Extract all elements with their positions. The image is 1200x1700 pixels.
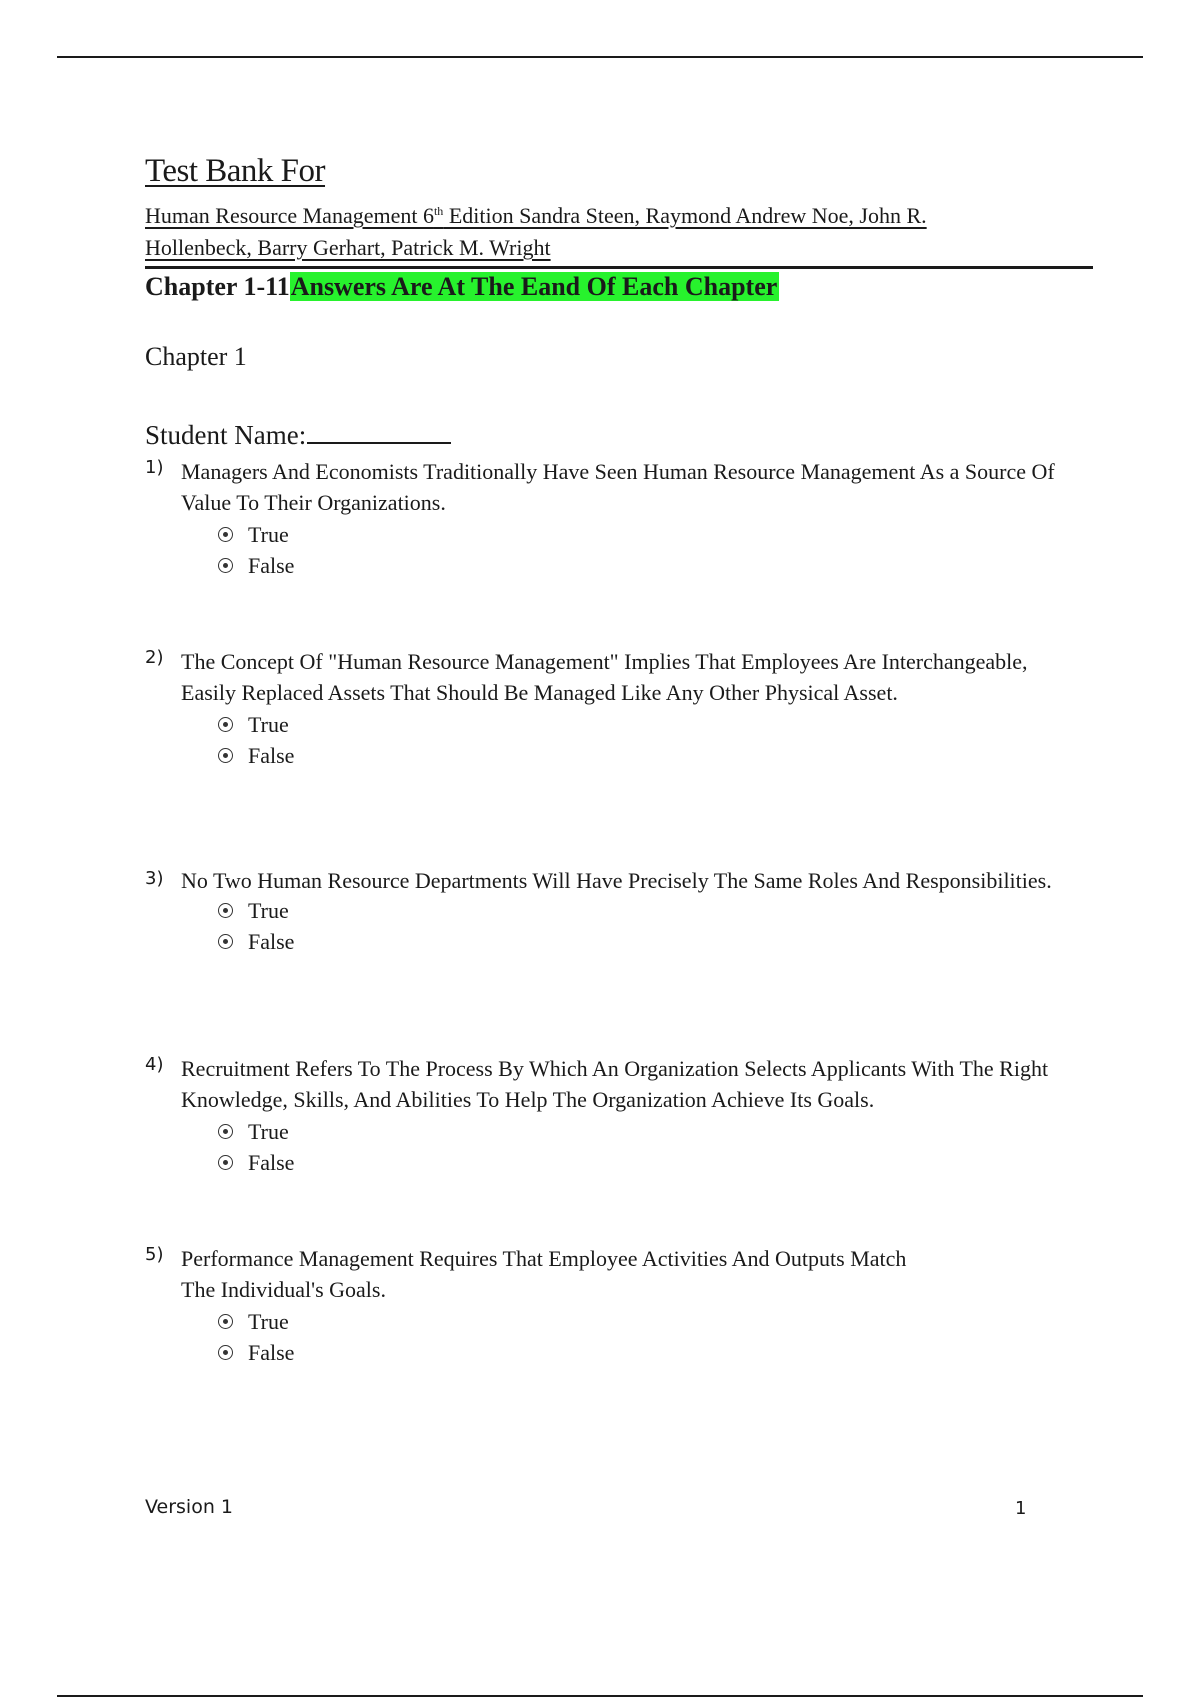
chapter-range-heading [145,270,779,304]
answer-options [218,895,1075,957]
bottom-page-rule [57,1695,1143,1697]
question-2 [145,646,1075,771]
question-text: Recruitment Refers To The Process By Which An Organization Selects Applicants With The Right Knowledge, Skills, And Abilities To Help The Organization Achieve Its Goals. [181,1056,1049,1112]
question-5 [145,1243,945,1368]
chapter-range: Chapter 1-11 [145,272,290,301]
option-false[interactable]: False [218,740,1075,771]
option-false[interactable]: False [218,1147,1085,1178]
student-name-blank[interactable] [307,416,451,444]
citation-line2: Hollenbeck, Barry Gerhart, Patrick M. Wright [145,235,551,260]
radio-icon[interactable] [218,527,233,542]
chapter-label: Chapter 1 [145,342,247,371]
radio-icon[interactable] [218,1314,233,1329]
question-4 [145,1053,1085,1178]
header-divider [145,266,1093,269]
radio-icon[interactable] [218,558,233,573]
question-number: 4) [145,1054,164,1075]
question-text: Performance Management Requires That Employee Activities And Outputs Match The Individual's Goals. [181,1246,907,1302]
document-title: Test Bank For [145,153,326,189]
option-true[interactable]: True [218,709,1075,740]
radio-icon[interactable] [218,903,233,918]
radio-icon[interactable] [218,1124,233,1139]
question-number: 2) [145,647,164,668]
answer-options [218,709,1075,771]
book-citation [145,200,1045,264]
option-false[interactable]: False [218,926,1075,957]
question-number: 3) [145,868,164,889]
option-true[interactable]: True [218,895,1075,926]
question-text: Managers And Economists Traditionally Have Seen Human Resource Management As a Source Of Value To Their Organizations. [181,459,1055,515]
footer-version: Version 1 [145,1496,233,1518]
radio-icon[interactable] [218,717,233,732]
radio-icon[interactable] [218,934,233,949]
question-text: No Two Human Resource Departments Will Have Precisely The Same Roles And Responsibilities. [181,868,1052,893]
option-true[interactable]: True [218,1306,945,1337]
answer-options [218,1116,1085,1178]
option-false[interactable]: False [218,550,1075,581]
option-true[interactable]: True [218,519,1075,550]
answers-note-highlight: Answers Are At The Eand Of Each Chapter [290,272,778,301]
student-name-label: Student Name: [145,420,307,450]
footer-page-number: 1 [1015,1498,1027,1519]
question-number: 5) [145,1244,164,1265]
question-3 [145,867,1075,957]
student-name-row [145,416,451,451]
radio-icon[interactable] [218,1345,233,1360]
question-number: 1) [145,457,164,478]
radio-icon[interactable] [218,1155,233,1170]
edition-superscript: th [433,204,444,218]
question-text: The Concept Of "Human Resource Management" Implies That Employees Are Interchangeable, Easily Replaced Assets That Should Be Managed Like Any Other Physical Asset. [181,649,1028,705]
option-true[interactable]: True [218,1116,1085,1147]
answer-options [218,519,1075,581]
citation-line1: Human Resource Management 6th Edition Sandra Steen, Raymond Andrew Noe, John R. [145,203,927,228]
answer-options [218,1306,945,1368]
top-page-rule [57,56,1143,58]
radio-icon[interactable] [218,748,233,763]
option-false[interactable]: False [218,1337,945,1368]
question-1 [145,456,1075,581]
